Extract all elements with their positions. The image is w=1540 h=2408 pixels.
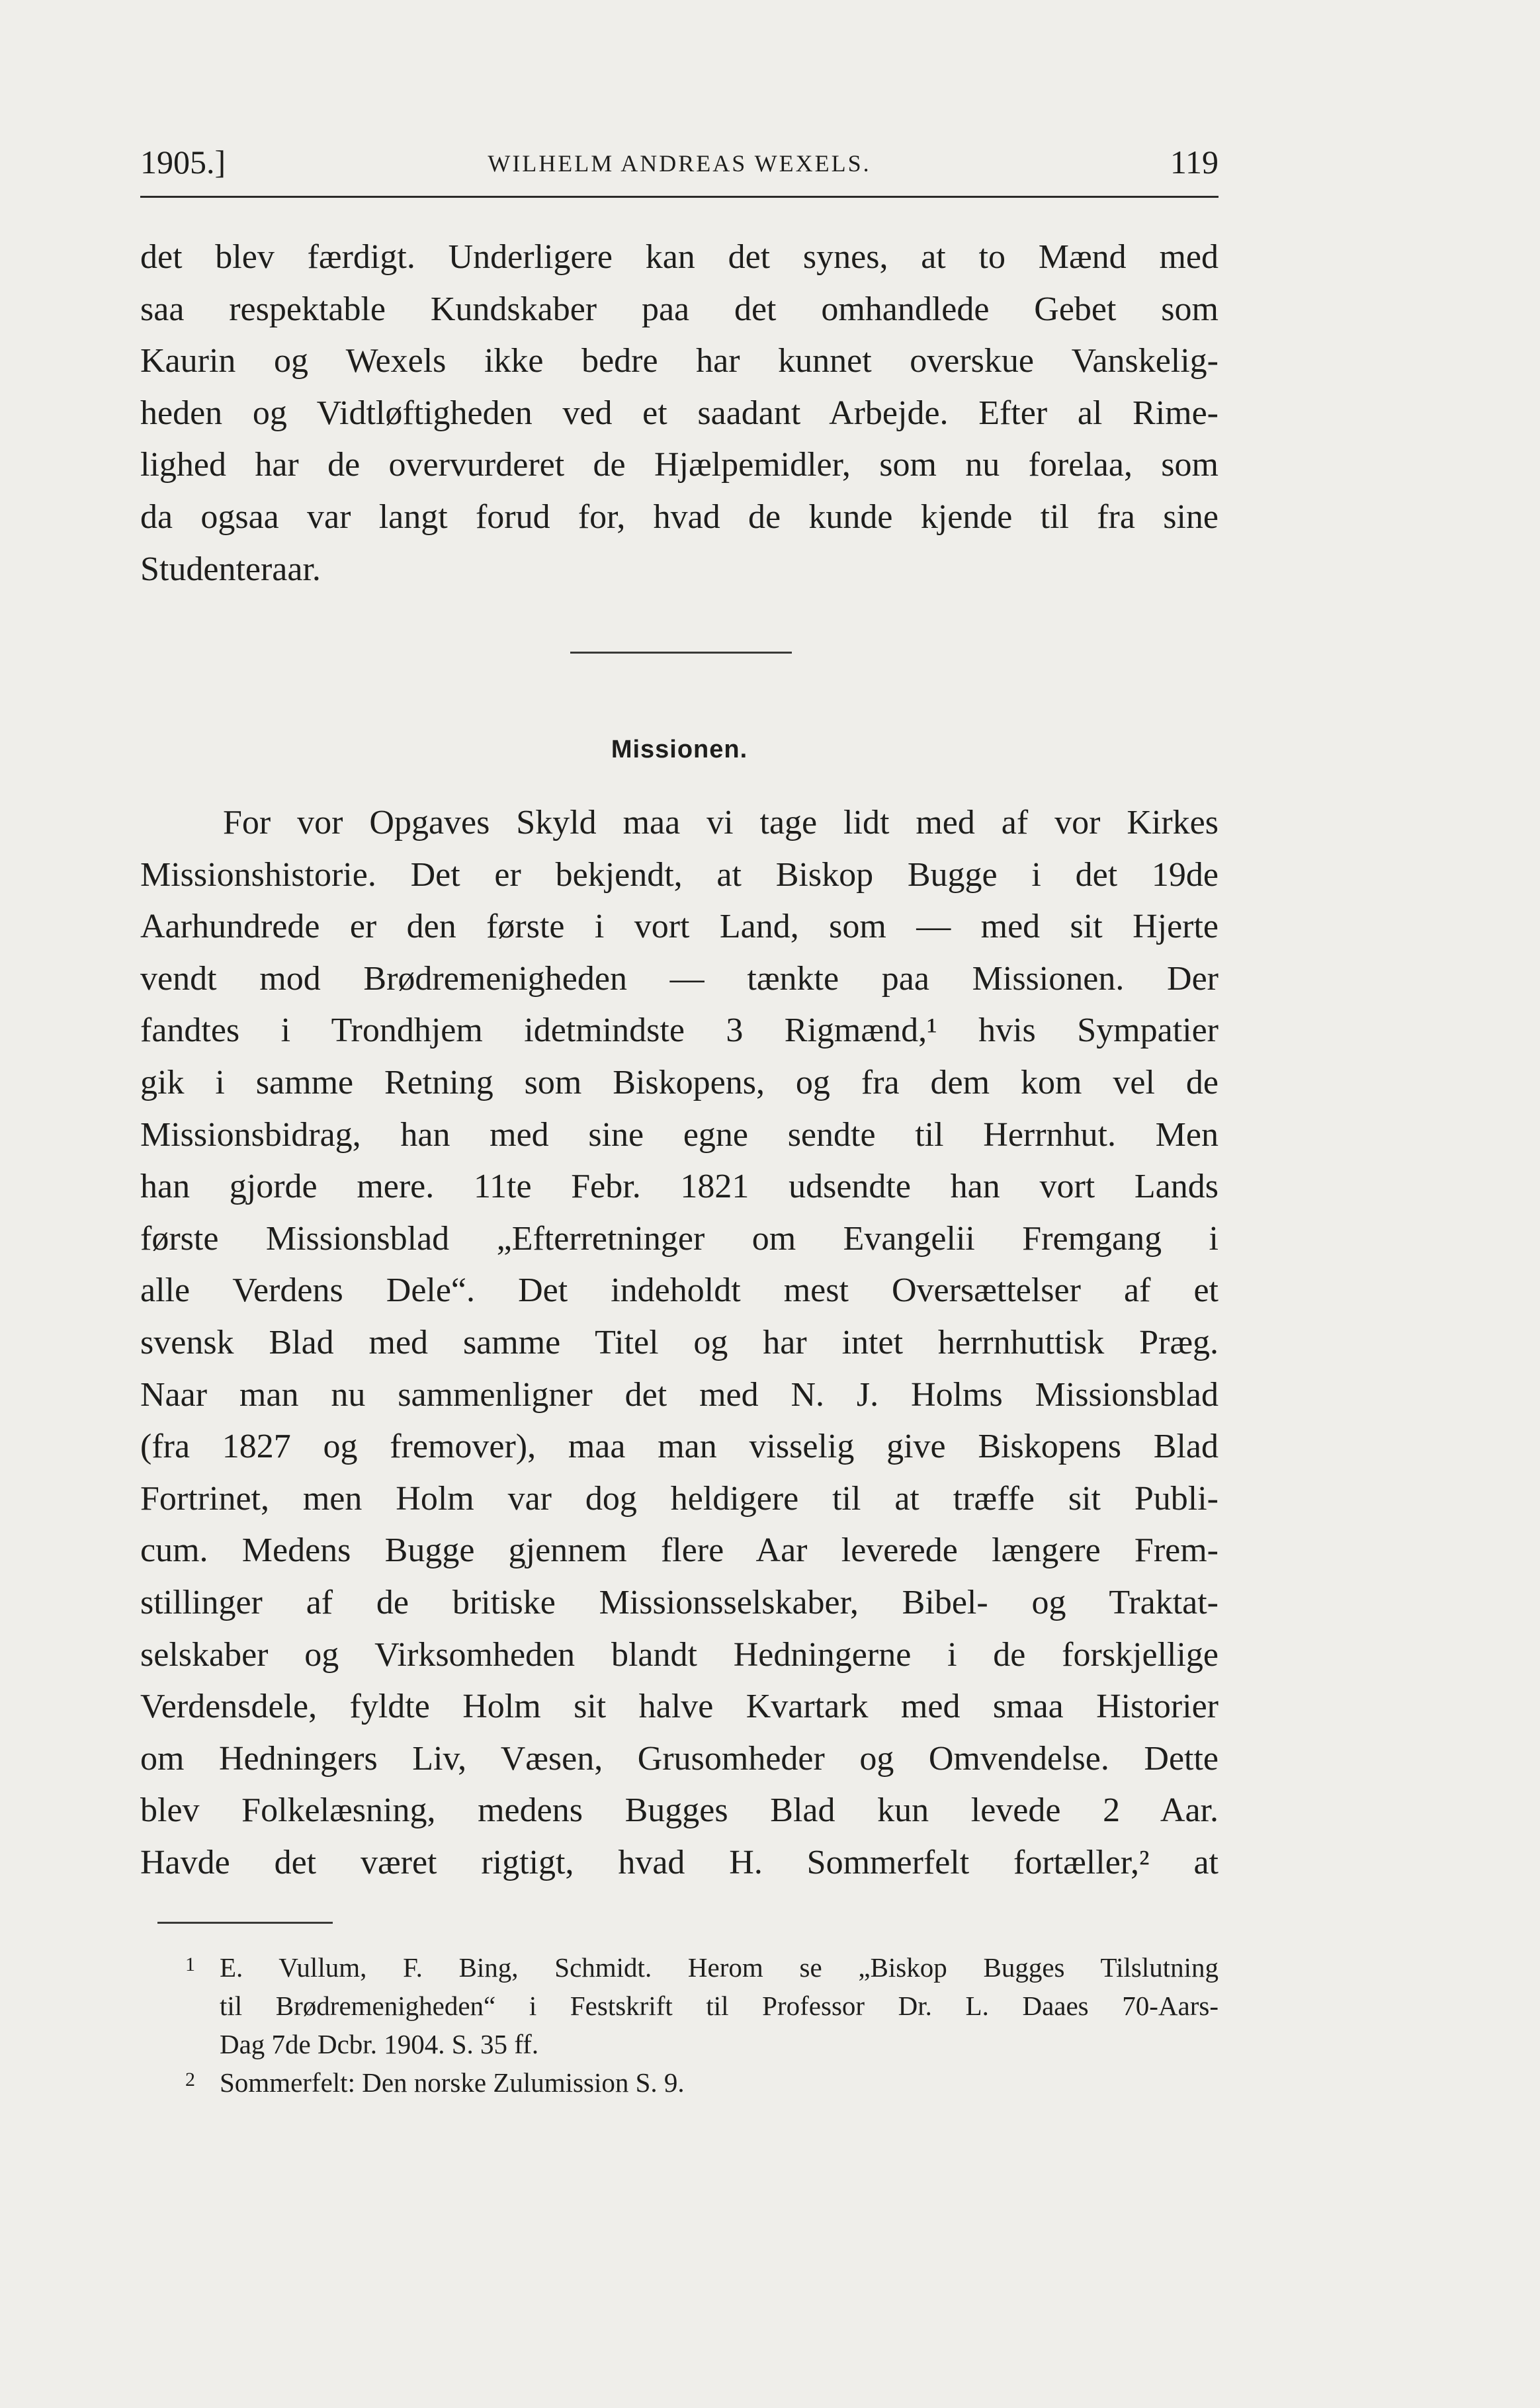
footnote-mark: 1 — [185, 1954, 195, 1975]
text-line: (fra 1827 og fremover), maa man visselig give Biskopens Blad — [140, 1428, 1219, 1466]
text-line: svensk Blad med samme Titel og har intet herrnhuttisk Præg. — [140, 1323, 1219, 1361]
text-line: da ogsaa var langt forud for, hvad de kunde kjende til fra sine — [140, 497, 1219, 536]
section-heading: Missionen. — [611, 736, 748, 763]
text-line: lighed har de overvurderet de Hjælpemidler, som nu forelaa, som — [140, 446, 1219, 484]
text-line: Verdensdele, fyldte Holm sit halve Kvartark med smaa Historier — [140, 1688, 1219, 1726]
text-line: vendt mod Brødremenigheden — tænkte paa Missionen. Der — [140, 959, 1219, 998]
text-line: det blev færdigt. Underligere kan det synes, at to Mænd med — [140, 238, 1219, 276]
text-line: alle Verdens Dele“. Det indeholdt mest Oversættelser af et — [140, 1271, 1219, 1310]
text-line: om Hedningers Liv, Væsen, Grusomheder og Omvendelse. Dette — [140, 1739, 1219, 1778]
text-line: Kaurin og Wexels ikke bedre har kunnet overskue Vanskelig- — [140, 342, 1219, 380]
footnote-line — [140, 2063, 1219, 2102]
footnote-line — [140, 1948, 1219, 1987]
text-line: selskaber og Virksomheden blandt Hedningerne i de forskjellige — [140, 1635, 1219, 1674]
paragraph-missionen — [140, 797, 1219, 1889]
text-line: Missionshistorie. Det er bekjendt, at Biskop Bugge i det 19de — [140, 855, 1219, 894]
text-line: stillinger af de britiske Missionsselskaber, Bibel- og Traktat- — [140, 1583, 1219, 1621]
page-number: 119 — [1170, 144, 1219, 181]
text-line: Fortrinet, men Holm var dog heldigere til at træffe sit Publi- — [140, 1479, 1219, 1518]
text-line: Missionsbidrag, han med sine egne sendte til Herrnhut. Men — [140, 1115, 1219, 1154]
header-title: WILHELM ANDREAS WEXELS. — [488, 150, 871, 177]
text-line: Aarhundrede er den første i vort Land, som — med sit Hjerte — [140, 908, 1219, 946]
footnote-line: Dag 7de Dcbr. 1904. S. 35 ff. — [220, 2029, 539, 2059]
text-line: For vor Opgaves Skyld maa vi tage lidt med af vor Kirkes — [223, 804, 1219, 841]
header-year: 1905.] — [140, 144, 226, 181]
text-line: blev Folkelæsning, medens Bugges Blad kun levede 2 Aar. — [140, 1791, 1219, 1830]
text-line: han gjorde mere. 11te Febr. 1821 udsendte han vort Lands — [140, 1168, 1219, 1206]
text-line: Studenteraar. — [140, 550, 321, 588]
footnote-mark: 2 — [185, 2069, 195, 2090]
paragraph-continued — [140, 232, 1219, 595]
text-line: cum. Medens Bugge gjennem flere Aar leverede længere Frem- — [140, 1531, 1219, 1570]
footnote-text: E. Vullum, F. Bing, Schmidt. Herom se „Biskop Bugges Tilslutning — [220, 1952, 1219, 1983]
section-divider — [570, 652, 792, 654]
footnote-text: Sommerfelt: Den norske Zulumission S. 9. — [220, 2067, 685, 2098]
footnote-divider — [157, 1922, 333, 1924]
text-line: heden og Vidtløftigheden ved et saadant Arbejde. Efter al Rime- — [140, 394, 1219, 432]
text-line: Naar man nu sammenligner det med N. J. Holms Missionsblad — [140, 1375, 1219, 1414]
text-line: saa respektable Kundskaber paa det omhandlede Gebet som — [140, 290, 1219, 328]
text-line: første Missionsblad „Efterretninger om Evangelii Fremgang i — [140, 1219, 1219, 1258]
text-line: fandtes i Trondhjem idetmindste 3 Rigmænd,¹ hvis Sympatier — [140, 1011, 1219, 1050]
footnotes — [140, 1948, 1219, 2102]
footnote-line: til Brødremenigheden“ i Festskrift til Professor Dr. L. Daaes 70-Aars- — [220, 1991, 1219, 2021]
text-line: Havde det været rigtigt, hvad H. Sommerfelt fortæller,² at — [140, 1843, 1219, 1881]
running-header — [140, 143, 1219, 198]
text-line: gik i samme Retning som Biskopens, og fra dem kom vel de — [140, 1063, 1219, 1101]
